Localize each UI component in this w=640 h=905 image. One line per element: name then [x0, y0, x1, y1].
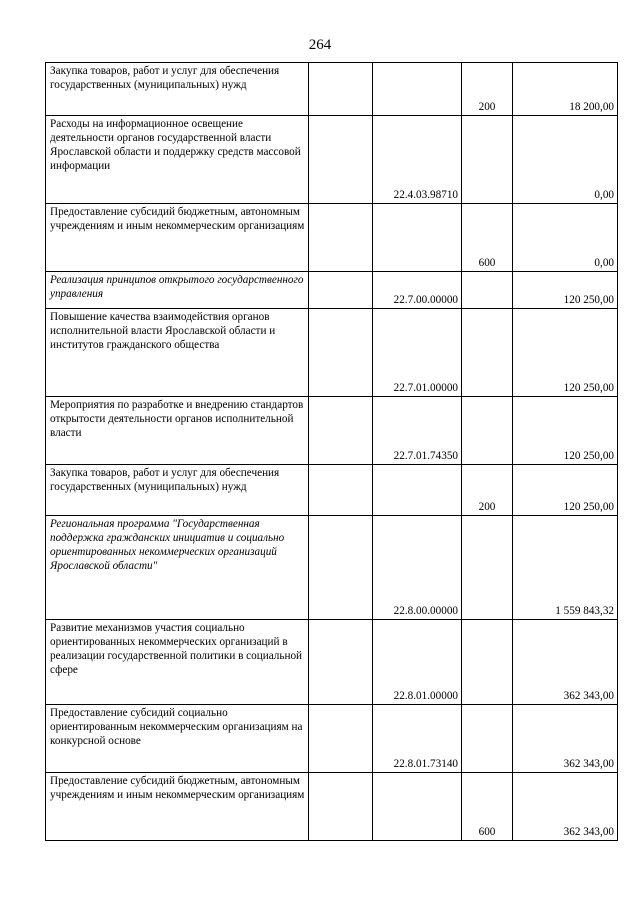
row-blank-cell [309, 773, 373, 841]
table-row [46, 516, 618, 620]
row-blank-cell [309, 204, 373, 272]
table-row [46, 397, 618, 465]
row-blank-cell [309, 516, 373, 620]
row-code-cell [373, 204, 462, 272]
row-type-cell [462, 620, 513, 705]
row-amount-cell: 120 250,00 [513, 397, 618, 465]
table-row [46, 705, 618, 773]
table-row [46, 309, 618, 397]
row-blank-cell [309, 705, 373, 773]
row-amount-cell: 362 343,00 [513, 705, 618, 773]
row-code-cell: 22.8.00.00000 [373, 516, 462, 620]
row-name-cell: Повышение качества взаимодействия органов исполнительной власти Ярославской области и институтов гражданского общества [46, 309, 309, 397]
row-amount-cell: 120 250,00 [513, 309, 618, 397]
budget-table-body [46, 63, 618, 841]
table-row [46, 620, 618, 705]
row-name-cell: Предоставление субсидий бюджетным, автономным учреждениям и иным некоммерческим организациям [46, 773, 309, 841]
row-amount-cell: 0,00 [513, 116, 618, 204]
row-blank-cell [309, 309, 373, 397]
row-type-cell: 600 [462, 204, 513, 272]
row-amount-cell: 0,00 [513, 204, 618, 272]
row-amount-cell: 362 343,00 [513, 773, 618, 841]
budget-table [45, 62, 618, 841]
row-code-cell: 22.7.01.74350 [373, 397, 462, 465]
row-name-cell: Региональная программа "Государственная поддержка гражданских инициатив и социально ориентированных некоммерческих организаций Ярославской области" [46, 516, 309, 620]
row-type-cell [462, 516, 513, 620]
row-blank-cell [309, 465, 373, 516]
row-amount-cell: 120 250,00 [513, 272, 618, 309]
row-blank-cell [309, 116, 373, 204]
row-code-cell: 22.4.03.98710 [373, 116, 462, 204]
row-type-cell [462, 309, 513, 397]
row-code-cell [373, 773, 462, 841]
row-name-cell: Реализация принципов открытого государственного управления [46, 272, 309, 309]
row-name-cell: Расходы на информационное освещение деятельности органов государственной власти Ярославской области и поддержку средств массовой информации [46, 116, 309, 204]
row-name-cell: Предоставление субсидий социально ориентированным некоммерческим организациям на конкурсной основе [46, 705, 309, 773]
table-row [46, 204, 618, 272]
row-blank-cell [309, 63, 373, 116]
row-code-cell: 22.8.01.73140 [373, 705, 462, 773]
row-blank-cell [309, 620, 373, 705]
row-name-cell: Закупка товаров, работ и услуг для обеспечения государственных (муниципальных) нужд [46, 63, 309, 116]
table-row [46, 63, 618, 116]
row-amount-cell: 1 559 843,32 [513, 516, 618, 620]
row-type-cell: 200 [462, 465, 513, 516]
row-name-cell: Развитие механизмов участия социально ориентированных некоммерческих организаций в реализации государственной политики в социальной сфере [46, 620, 309, 705]
row-code-cell: 22.7.01.00000 [373, 309, 462, 397]
row-amount-cell: 120 250,00 [513, 465, 618, 516]
row-blank-cell [309, 272, 373, 309]
table-row [46, 465, 618, 516]
row-code-cell: 22.7.00.00000 [373, 272, 462, 309]
row-amount-cell: 18 200,00 [513, 63, 618, 116]
table-row [46, 272, 618, 309]
row-name-cell: Мероприятия по разработке и внедрению стандартов открытости деятельности органов исполнительной власти [46, 397, 309, 465]
table-row [46, 116, 618, 204]
row-type-cell [462, 705, 513, 773]
table-row [46, 773, 618, 841]
row-code-cell [373, 63, 462, 116]
row-type-cell [462, 272, 513, 309]
row-type-cell: 200 [462, 63, 513, 116]
row-blank-cell [309, 397, 373, 465]
row-name-cell: Предоставление субсидий бюджетным, автономным учреждениям и иным некоммерческим организациям [46, 204, 309, 272]
page-number: 264 [308, 37, 332, 53]
row-name-cell: Закупка товаров, работ и услуг для обеспечения государственных (муниципальных) нужд [46, 465, 309, 516]
row-type-cell [462, 397, 513, 465]
row-amount-cell: 362 343,00 [513, 620, 618, 705]
row-code-cell: 22.8.01.00000 [373, 620, 462, 705]
row-type-cell [462, 116, 513, 204]
row-type-cell: 600 [462, 773, 513, 841]
row-code-cell [373, 465, 462, 516]
